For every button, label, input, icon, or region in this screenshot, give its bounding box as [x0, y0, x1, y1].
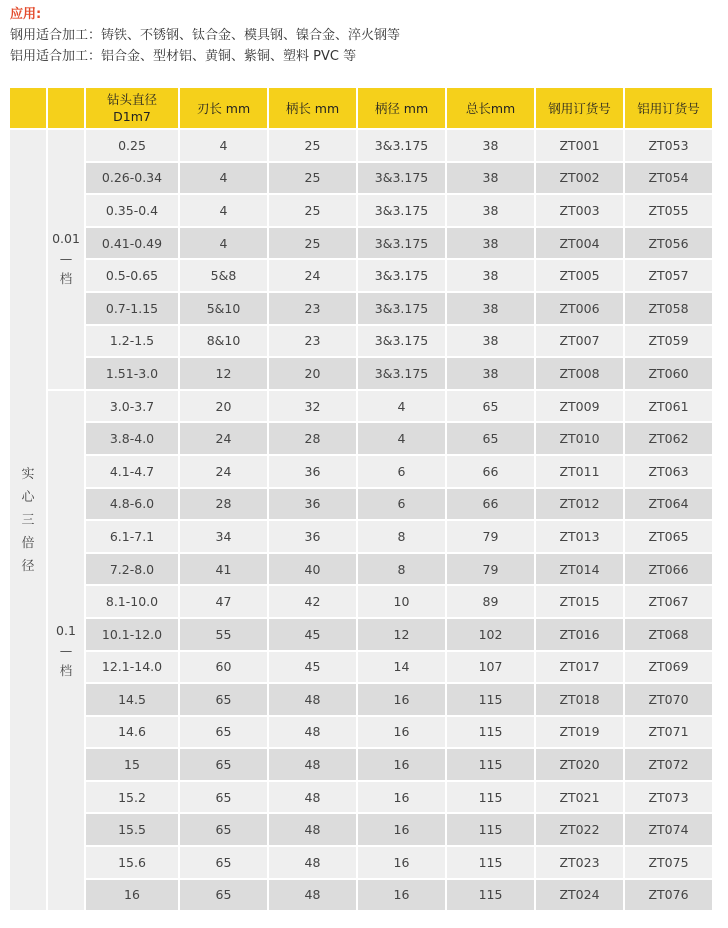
cell-shank-length: 45 — [269, 652, 356, 683]
cell-aluminum-order-no: ZT068 — [625, 619, 712, 650]
cell-shank-diameter: 3&3.175 — [358, 228, 445, 259]
cell-diameter: 1.51-3.0 — [86, 358, 178, 389]
cell-steel-order-no: ZT009 — [536, 391, 623, 422]
cell-total-length: 79 — [447, 521, 534, 552]
cell-shank-length: 25 — [269, 228, 356, 259]
cell-diameter: 14.5 — [86, 684, 178, 715]
cell-shank-length: 48 — [269, 782, 356, 813]
cell-blade-length: 8&10 — [180, 326, 267, 357]
cell-shank-diameter: 16 — [358, 782, 445, 813]
cell-blade-length: 12 — [180, 358, 267, 389]
cell-blade-length: 65 — [180, 847, 267, 878]
cell-steel-order-no: ZT007 — [536, 326, 623, 357]
cell-total-length: 79 — [447, 554, 534, 585]
cell-aluminum-order-no: ZT076 — [625, 880, 712, 911]
cell-aluminum-order-no: ZT072 — [625, 749, 712, 780]
cell-aluminum-order-no: ZT060 — [625, 358, 712, 389]
category-label: 实心三倍径 — [21, 466, 35, 574]
cell-total-length: 89 — [447, 586, 534, 617]
cell-shank-diameter: 12 — [358, 619, 445, 650]
table-row — [10, 586, 712, 617]
cell-shank-diameter: 4 — [358, 391, 445, 422]
cell-aluminum-order-no: ZT054 — [625, 163, 712, 194]
table-row — [10, 521, 712, 552]
cell-shank-length: 25 — [269, 163, 356, 194]
cell-diameter: 4.8-6.0 — [86, 489, 178, 520]
header-total-length: 总长mm — [447, 88, 534, 128]
cell-total-length: 65 — [447, 423, 534, 454]
cell-steel-order-no: ZT006 — [536, 293, 623, 324]
cell-aluminum-order-no: ZT064 — [625, 489, 712, 520]
cell-total-length: 66 — [447, 456, 534, 487]
cell-aluminum-order-no: ZT065 — [625, 521, 712, 552]
header-diameter: 钻头直径 D1m7 — [86, 88, 178, 128]
cell-shank-diameter: 3&3.175 — [358, 163, 445, 194]
cell-shank-diameter: 16 — [358, 717, 445, 748]
cell-shank-diameter: 14 — [358, 652, 445, 683]
cell-shank-diameter: 8 — [358, 554, 445, 585]
cell-total-length: 102 — [447, 619, 534, 650]
cell-steel-order-no: ZT013 — [536, 521, 623, 552]
cell-shank-length: 28 — [269, 423, 356, 454]
table-row — [10, 163, 712, 194]
table-row — [10, 489, 712, 520]
cell-blade-length: 4 — [180, 130, 267, 161]
cell-total-length: 38 — [447, 260, 534, 291]
cell-blade-length: 55 — [180, 619, 267, 650]
cell-shank-length: 36 — [269, 521, 356, 552]
cell-blade-length: 4 — [180, 195, 267, 226]
cell-aluminum-order-no: ZT057 — [625, 260, 712, 291]
cell-shank-diameter: 4 — [358, 423, 445, 454]
table-row — [10, 130, 712, 161]
cell-steel-order-no: ZT022 — [536, 814, 623, 845]
cell-steel-order-no: ZT004 — [536, 228, 623, 259]
cell-total-length: 38 — [447, 228, 534, 259]
cell-blade-length: 41 — [180, 554, 267, 585]
cell-shank-length: 48 — [269, 880, 356, 911]
cell-shank-length: 36 — [269, 456, 356, 487]
group-cell — [48, 130, 84, 389]
cell-aluminum-order-no: ZT059 — [625, 326, 712, 357]
cell-shank-length: 42 — [269, 586, 356, 617]
cell-total-length: 66 — [447, 489, 534, 520]
cell-shank-diameter: 6 — [358, 489, 445, 520]
cell-aluminum-order-no: ZT058 — [625, 293, 712, 324]
header-shank-diameter: 柄径 mm — [358, 88, 445, 128]
cell-steel-order-no: ZT017 — [536, 652, 623, 683]
header-blade-length: 刃长 mm — [180, 88, 267, 128]
table-row — [10, 880, 712, 911]
cell-total-length: 115 — [447, 684, 534, 715]
cell-shank-diameter: 3&3.175 — [358, 326, 445, 357]
header-aluminum-order-no: 铝用订货号 — [625, 88, 712, 128]
cell-blade-length: 4 — [180, 228, 267, 259]
cell-shank-diameter: 8 — [358, 521, 445, 552]
cell-steel-order-no: ZT019 — [536, 717, 623, 748]
cell-total-length: 115 — [447, 847, 534, 878]
cell-aluminum-order-no: ZT056 — [625, 228, 712, 259]
cell-aluminum-order-no: ZT074 — [625, 814, 712, 845]
cell-aluminum-order-no: ZT075 — [625, 847, 712, 878]
cell-aluminum-order-no: ZT067 — [625, 586, 712, 617]
cell-shank-length: 48 — [269, 684, 356, 715]
group-label-line1: 0.1 — [56, 622, 76, 638]
cell-aluminum-order-no: ZT069 — [625, 652, 712, 683]
group-cell — [48, 391, 84, 911]
cell-blade-length: 65 — [180, 717, 267, 748]
cell-diameter: 7.2-8.0 — [86, 554, 178, 585]
cell-steel-order-no: ZT015 — [536, 586, 623, 617]
group-label-line3: 档 — [59, 662, 73, 678]
table-row — [10, 358, 712, 389]
cell-total-length: 115 — [447, 814, 534, 845]
cell-blade-length: 5&8 — [180, 260, 267, 291]
table-row — [10, 456, 712, 487]
cell-shank-length: 48 — [269, 814, 356, 845]
cell-diameter: 8.1-10.0 — [86, 586, 178, 617]
cell-aluminum-order-no: ZT063 — [625, 456, 712, 487]
cell-blade-length: 47 — [180, 586, 267, 617]
cell-steel-order-no: ZT024 — [536, 880, 623, 911]
cell-total-length: 65 — [447, 391, 534, 422]
cell-shank-diameter: 16 — [358, 847, 445, 878]
cell-blade-length: 24 — [180, 456, 267, 487]
cell-total-length: 38 — [447, 163, 534, 194]
cell-aluminum-order-no: ZT071 — [625, 717, 712, 748]
cell-blade-length: 4 — [180, 163, 267, 194]
cell-steel-order-no: ZT016 — [536, 619, 623, 650]
cell-aluminum-order-no: ZT061 — [625, 391, 712, 422]
cell-steel-order-no: ZT002 — [536, 163, 623, 194]
application-heading: 应用: — [10, 7, 42, 22]
cell-aluminum-order-no: ZT055 — [625, 195, 712, 226]
cell-diameter: 1.2-1.5 — [86, 326, 178, 357]
cell-shank-length: 23 — [269, 293, 356, 324]
table-row — [10, 749, 712, 780]
cell-diameter: 0.5-0.65 — [86, 260, 178, 291]
cell-steel-order-no: ZT011 — [536, 456, 623, 487]
cell-shank-diameter: 3&3.175 — [358, 260, 445, 291]
cell-total-length: 115 — [447, 880, 534, 911]
cell-steel-order-no: ZT021 — [536, 782, 623, 813]
cell-diameter: 14.6 — [86, 717, 178, 748]
cell-shank-diameter: 16 — [358, 880, 445, 911]
cell-aluminum-order-no: ZT066 — [625, 554, 712, 585]
cell-diameter: 15.6 — [86, 847, 178, 878]
header-group — [48, 88, 84, 128]
cell-diameter: 10.1-12.0 — [86, 619, 178, 650]
cell-blade-length: 28 — [180, 489, 267, 520]
cell-diameter: 0.35-0.4 — [86, 195, 178, 226]
cell-shank-length: 25 — [269, 130, 356, 161]
cell-shank-diameter: 6 — [358, 456, 445, 487]
cell-shank-length: 45 — [269, 619, 356, 650]
table-row — [10, 260, 712, 291]
cell-shank-length: 25 — [269, 195, 356, 226]
cell-diameter: 15.2 — [86, 782, 178, 813]
cell-shank-length: 36 — [269, 489, 356, 520]
table-row — [10, 782, 712, 813]
cell-diameter: 4.1-4.7 — [86, 456, 178, 487]
cell-blade-length: 5&10 — [180, 293, 267, 324]
header-steel-order-no: 钢用订货号 — [536, 88, 623, 128]
cell-shank-length: 40 — [269, 554, 356, 585]
cell-total-length: 115 — [447, 717, 534, 748]
cell-steel-order-no: ZT018 — [536, 684, 623, 715]
cell-steel-order-no: ZT003 — [536, 195, 623, 226]
cell-blade-length: 34 — [180, 521, 267, 552]
application-notes — [10, 4, 720, 67]
cell-diameter: 15 — [86, 749, 178, 780]
cell-total-length: 38 — [447, 195, 534, 226]
cell-shank-length: 24 — [269, 260, 356, 291]
cell-shank-diameter: 16 — [358, 749, 445, 780]
cell-shank-diameter: 3&3.175 — [358, 195, 445, 226]
table-row — [10, 195, 712, 226]
cell-diameter: 3.8-4.0 — [86, 423, 178, 454]
cell-steel-order-no: ZT001 — [536, 130, 623, 161]
cell-steel-order-no: ZT023 — [536, 847, 623, 878]
cell-shank-length: 48 — [269, 717, 356, 748]
group-label-line1: 0.01 — [52, 231, 80, 247]
cell-total-length: 38 — [447, 326, 534, 357]
drill-spec-table — [8, 86, 714, 912]
steel-application-line: 钢用适合加工：铸铁、不锈钢、钛合金、模具钢、镍合金、淬火钢等 — [10, 28, 401, 43]
group-label-line2: — — [59, 251, 73, 267]
cell-blade-length: 65 — [180, 749, 267, 780]
table-row — [10, 717, 712, 748]
table-row — [10, 684, 712, 715]
cell-blade-length: 65 — [180, 880, 267, 911]
cell-blade-length: 60 — [180, 652, 267, 683]
cell-shank-diameter: 3&3.175 — [358, 358, 445, 389]
group-label-line3: 档 — [59, 271, 73, 287]
category-cell — [10, 130, 46, 910]
table-row — [10, 228, 712, 259]
cell-shank-length: 48 — [269, 847, 356, 878]
cell-steel-order-no: ZT014 — [536, 554, 623, 585]
table-row — [10, 423, 712, 454]
table-header-row — [10, 88, 712, 128]
table-row — [10, 554, 712, 585]
cell-diameter: 0.41-0.49 — [86, 228, 178, 259]
header-shank-length: 柄长 mm — [269, 88, 356, 128]
cell-diameter: 15.5 — [86, 814, 178, 845]
cell-aluminum-order-no: ZT062 — [625, 423, 712, 454]
cell-steel-order-no: ZT020 — [536, 749, 623, 780]
cell-shank-length: 23 — [269, 326, 356, 357]
cell-shank-diameter: 16 — [358, 814, 445, 845]
cell-steel-order-no: ZT010 — [536, 423, 623, 454]
cell-diameter: 12.1-14.0 — [86, 652, 178, 683]
cell-shank-diameter: 3&3.175 — [358, 130, 445, 161]
cell-blade-length: 65 — [180, 684, 267, 715]
table-row — [10, 652, 712, 683]
cell-shank-length: 48 — [269, 749, 356, 780]
cell-shank-diameter: 10 — [358, 586, 445, 617]
cell-diameter: 3.0-3.7 — [86, 391, 178, 422]
table-row — [10, 814, 712, 845]
cell-steel-order-no: ZT005 — [536, 260, 623, 291]
cell-blade-length: 65 — [180, 782, 267, 813]
table-row — [10, 293, 712, 324]
cell-total-length: 115 — [447, 782, 534, 813]
cell-steel-order-no: ZT008 — [536, 358, 623, 389]
table-row — [10, 391, 712, 422]
cell-shank-diameter: 16 — [358, 684, 445, 715]
cell-steel-order-no: ZT012 — [536, 489, 623, 520]
table-row — [10, 326, 712, 357]
group-label-line2: — — [59, 642, 73, 658]
cell-diameter: 6.1-7.1 — [86, 521, 178, 552]
table-row — [10, 847, 712, 878]
cell-blade-length: 24 — [180, 423, 267, 454]
cell-diameter: 16 — [86, 880, 178, 911]
cell-shank-length: 32 — [269, 391, 356, 422]
cell-blade-length: 20 — [180, 391, 267, 422]
cell-total-length: 115 — [447, 749, 534, 780]
cell-aluminum-order-no: ZT070 — [625, 684, 712, 715]
cell-diameter: 0.25 — [86, 130, 178, 161]
cell-total-length: 38 — [447, 293, 534, 324]
table-row — [10, 619, 712, 650]
cell-shank-diameter: 3&3.175 — [358, 293, 445, 324]
aluminum-application-line: 铝用适合加工：铝合金、型材铝、黄铜、紫铜、塑料 PVC 等 — [10, 49, 357, 64]
cell-total-length: 38 — [447, 130, 534, 161]
cell-total-length: 38 — [447, 358, 534, 389]
cell-shank-length: 20 — [269, 358, 356, 389]
cell-diameter: 0.26-0.34 — [86, 163, 178, 194]
cell-total-length: 107 — [447, 652, 534, 683]
cell-aluminum-order-no: ZT073 — [625, 782, 712, 813]
cell-blade-length: 65 — [180, 814, 267, 845]
cell-diameter: 0.7-1.15 — [86, 293, 178, 324]
header-category — [10, 88, 46, 128]
cell-aluminum-order-no: ZT053 — [625, 130, 712, 161]
